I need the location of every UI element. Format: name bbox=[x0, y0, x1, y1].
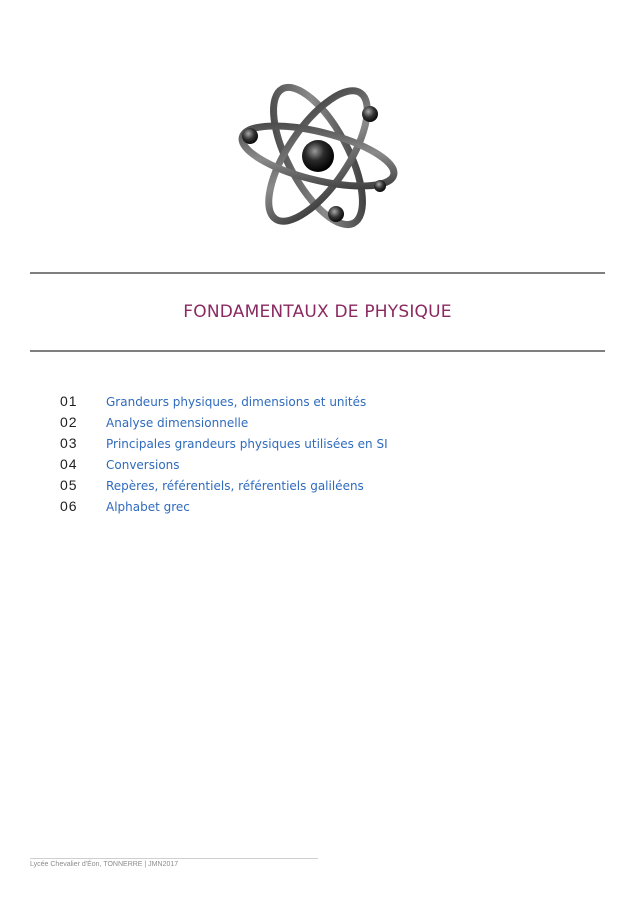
toc-item[interactable] bbox=[60, 435, 580, 456]
toc-number: 04 bbox=[60, 456, 78, 472]
table-of-contents bbox=[60, 393, 580, 519]
toc-link[interactable]: Repères, référentiels, référentiels galiléens bbox=[106, 479, 364, 493]
title-top-rule bbox=[30, 272, 605, 274]
toc-link[interactable]: Grandeurs physiques, dimensions et unités bbox=[106, 395, 367, 409]
toc-link[interactable]: Analyse dimensionnelle bbox=[106, 416, 249, 430]
footer-rule bbox=[30, 858, 318, 859]
toc-item[interactable] bbox=[60, 414, 580, 435]
toc-item[interactable] bbox=[60, 477, 580, 498]
atom-icon bbox=[232, 74, 404, 240]
toc-link[interactable]: Alphabet grec bbox=[106, 500, 190, 514]
toc-item[interactable] bbox=[60, 456, 580, 477]
footer-text: Lycée Chevalier d'Éon, TONNERRE | JMN2017 bbox=[30, 861, 179, 868]
document-title: FONDAMENTAUX DE PHYSIQUE bbox=[183, 302, 452, 322]
toc-number: 02 bbox=[60, 414, 78, 430]
title-bottom-rule bbox=[30, 350, 605, 352]
toc-number: 06 bbox=[60, 498, 78, 514]
toc-number: 01 bbox=[60, 393, 78, 409]
toc-item[interactable] bbox=[60, 393, 580, 414]
toc-number: 05 bbox=[60, 477, 78, 493]
toc-link[interactable]: Principales grandeurs physiques utilisées en SI bbox=[106, 437, 388, 451]
toc-item[interactable] bbox=[60, 498, 580, 519]
toc-number: 03 bbox=[60, 435, 78, 451]
toc-link[interactable]: Conversions bbox=[106, 458, 180, 472]
